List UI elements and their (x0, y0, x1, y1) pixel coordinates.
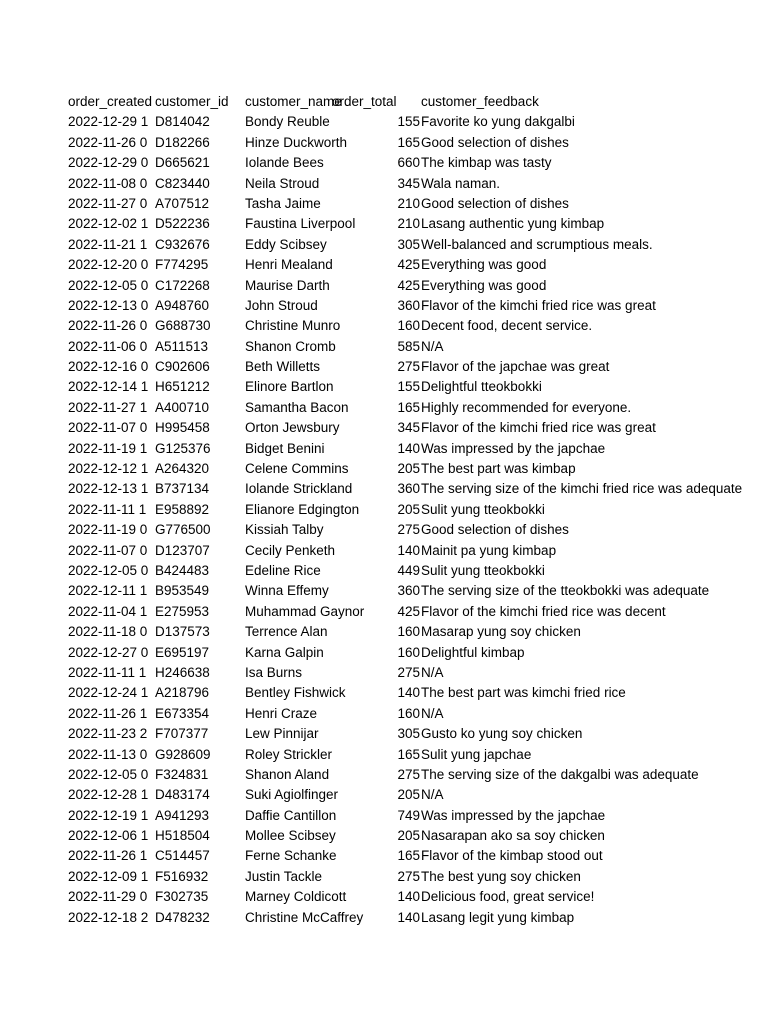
table-row (0, 541, 768, 561)
table-row (0, 296, 768, 316)
cell-customer-id[interactable]: F324831 (155, 766, 209, 782)
cell-customer-feedback[interactable]: Flavor of the kimchi fried rice was decent (421, 603, 666, 619)
table-row (0, 439, 768, 459)
table-row (0, 235, 768, 255)
cell-customer-feedback[interactable]: Delightful kimbap (421, 644, 525, 660)
cell-order-total[interactable]: 155 (397, 379, 420, 395)
cell-customer-name[interactable]: Elianore Edgington (245, 501, 360, 517)
spreadsheet (0, 92, 768, 928)
table-row (0, 459, 768, 479)
cell-order-total[interactable]: 140 (397, 909, 420, 925)
header-order-created[interactable]: order_created (68, 94, 153, 109)
table-row (0, 887, 768, 907)
cell-customer-feedback[interactable]: Good selection of dishes (421, 134, 569, 150)
cell-customer-name[interactable]: Kissiah Talby (245, 522, 324, 538)
cell-customer-id[interactable]: F302735 (155, 889, 209, 905)
cell-customer-id[interactable]: E673354 (155, 705, 210, 721)
cell-customer-feedback[interactable]: Flavor of the kimchi fried rice was great (421, 297, 656, 313)
cell-customer-id[interactable]: D522236 (155, 216, 210, 232)
cell-customer-id[interactable]: C172268 (155, 277, 210, 293)
cell-customer-name[interactable]: Isa Burns (245, 664, 303, 680)
cell-order-created[interactable]: 2022-12-28 1 (68, 787, 149, 803)
cell-customer-name[interactable]: Ferne Schanke (245, 848, 337, 864)
cell-customer-id[interactable]: D123707 (155, 542, 210, 558)
cell-customer-id[interactable]: A264320 (155, 461, 210, 477)
cell-customer-id[interactable]: C514457 (155, 848, 210, 864)
cell-order-total[interactable]: 205 (397, 461, 420, 477)
table-row (0, 214, 768, 234)
cell-order-total[interactable]: 585 (397, 338, 420, 354)
table-row (0, 398, 768, 418)
table-row (0, 867, 768, 887)
cell-customer-name[interactable]: Celene Commins (245, 461, 349, 477)
cell-order-created[interactable]: 2022-12-29 1 (68, 114, 149, 130)
table-row (0, 581, 768, 601)
cell-order-total[interactable]: 140 (397, 542, 420, 558)
table-row (0, 785, 768, 805)
cell-customer-id[interactable]: A941293 (155, 807, 210, 823)
cell-customer-name[interactable]: Maurise Darth (245, 277, 330, 293)
header-customer-id[interactable]: customer_id (155, 94, 229, 109)
cell-customer-name[interactable]: Marney Coldicott (245, 889, 347, 905)
cell-customer-id[interactable]: D814042 (155, 114, 210, 130)
cell-order-created[interactable]: 2022-11-06 0 (68, 338, 148, 354)
cell-customer-id[interactable]: A707512 (155, 195, 210, 211)
table-body (0, 112, 768, 928)
cell-customer-feedback[interactable]: The serving size of the kimchi fried rice was adequate (421, 481, 743, 497)
cell-order-total[interactable]: 210 (397, 216, 420, 232)
cell-customer-feedback[interactable]: Lasang legit yung kimbap (421, 909, 575, 925)
cell-customer-name[interactable]: Bondy Reuble (245, 114, 330, 130)
cell-order-total[interactable]: 275 (397, 868, 420, 884)
cell-customer-feedback[interactable]: Nasarapan ako sa soy chicken (421, 828, 605, 844)
cell-customer-id[interactable]: A511513 (155, 338, 209, 354)
table-row (0, 316, 768, 336)
cell-customer-name[interactable]: Edeline Rice (245, 562, 321, 578)
cell-customer-id[interactable]: D483174 (155, 787, 210, 803)
cell-order-created[interactable]: 2022-12-11 1 (68, 583, 148, 599)
cell-order-total[interactable]: 165 (397, 848, 420, 864)
cell-customer-feedback[interactable]: N/A (421, 787, 444, 803)
cell-order-created[interactable]: 2022-12-09 1 (68, 868, 149, 884)
cell-customer-feedback[interactable]: Sulit yung tteokbokki (421, 501, 545, 517)
cell-order-total[interactable]: 160 (397, 705, 420, 721)
cell-customer-id[interactable]: C823440 (155, 175, 210, 191)
cell-customer-feedback[interactable]: Flavor of the kimbap stood out (421, 848, 603, 864)
cell-customer-feedback[interactable]: The serving size of the tteokbokki was adequate (421, 583, 710, 599)
cell-customer-feedback[interactable]: Lasang authentic yung kimbap (421, 216, 605, 232)
cell-customer-id[interactable]: C932676 (155, 236, 210, 252)
cell-order-created[interactable]: 2022-11-07 0 (68, 420, 148, 436)
table-row (0, 602, 768, 622)
cell-order-total[interactable]: 425 (397, 603, 420, 619)
cell-order-total[interactable]: 160 (397, 318, 420, 334)
cell-customer-name[interactable]: Daffie Cantillon (245, 807, 337, 823)
cell-customer-feedback[interactable]: N/A (421, 338, 444, 354)
table-row (0, 561, 768, 581)
table-row (0, 337, 768, 357)
cell-order-created[interactable]: 2022-12-16 0 (68, 359, 149, 375)
cell-customer-id[interactable]: G125376 (155, 440, 211, 456)
cell-order-total[interactable]: 165 (397, 134, 420, 150)
cell-order-total[interactable]: 210 (397, 195, 420, 211)
cell-order-total[interactable]: 140 (397, 685, 420, 701)
cell-customer-feedback[interactable]: Everything was good (421, 277, 547, 293)
cell-customer-feedback[interactable]: N/A (421, 664, 444, 680)
cell-customer-feedback[interactable]: Flavor of the kimchi fried rice was great (421, 420, 656, 436)
cell-order-created[interactable]: 2022-11-26 1 (68, 705, 148, 721)
cell-customer-id[interactable]: D665621 (155, 155, 210, 171)
cell-customer-id[interactable]: A218796 (155, 685, 210, 701)
cell-customer-id[interactable]: G688730 (155, 318, 211, 334)
cell-order-created[interactable]: 2022-12-18 2 (68, 909, 149, 925)
cell-customer-feedback[interactable]: Masarap yung soy chicken (421, 624, 581, 640)
table-row (0, 724, 768, 744)
table-row (0, 112, 768, 132)
cell-customer-name[interactable]: Winna Effemy (245, 583, 329, 599)
cell-customer-feedback[interactable]: The best part was kimchi fried rice (421, 685, 626, 701)
cell-order-created[interactable]: 2022-12-12 1 (68, 461, 149, 477)
cell-customer-id[interactable]: G928609 (155, 746, 211, 762)
table-row (0, 704, 768, 724)
cell-order-total[interactable]: 140 (397, 440, 420, 456)
cell-customer-id[interactable]: H246638 (155, 664, 210, 680)
cell-customer-name[interactable]: Christine McCaffrey (245, 909, 364, 925)
cell-customer-feedback[interactable]: Good selection of dishes (421, 522, 569, 538)
cell-order-total[interactable]: 160 (397, 624, 420, 640)
cell-order-created[interactable]: 2022-11-26 0 (68, 134, 148, 150)
cell-order-created[interactable]: 2022-11-11 1 (68, 664, 147, 680)
cell-order-total[interactable]: 275 (397, 766, 420, 782)
cell-customer-feedback[interactable]: Sulit yung tteokbokki (421, 562, 545, 578)
cell-customer-id[interactable]: B953549 (155, 583, 210, 599)
cell-order-created[interactable]: 2022-11-21 1 (68, 236, 148, 252)
cell-order-total[interactable]: 140 (397, 889, 420, 905)
cell-order-total[interactable]: 165 (397, 399, 420, 415)
table-row (0, 357, 768, 377)
cell-order-total[interactable]: 155 (397, 114, 420, 130)
cell-order-created[interactable]: 2022-12-05 0 (68, 562, 149, 578)
cell-customer-name[interactable]: Faustina Liverpool (245, 216, 356, 232)
header-row (0, 92, 768, 112)
cell-customer-name[interactable]: Neila Stroud (245, 175, 320, 191)
cell-order-total[interactable]: 305 (397, 236, 420, 252)
cell-customer-name[interactable]: Elinore Bartlon (245, 379, 334, 395)
cell-customer-feedback[interactable]: Highly recommended for everyone. (421, 399, 632, 415)
table-row (0, 479, 768, 499)
cell-customer-feedback[interactable]: N/A (421, 705, 444, 721)
cell-order-total[interactable]: 449 (397, 562, 420, 578)
cell-customer-id[interactable]: F707377 (155, 726, 209, 742)
cell-customer-name[interactable]: Tasha Jaime (245, 195, 321, 211)
cell-order-created[interactable]: 2022-11-11 1 (68, 501, 147, 517)
cell-customer-name[interactable]: Henri Craze (245, 705, 318, 721)
cell-customer-name[interactable]: Bidget Benini (245, 440, 325, 456)
cell-customer-id[interactable]: E275953 (155, 603, 210, 619)
cell-order-created[interactable]: 2022-12-05 0 (68, 277, 149, 293)
cell-customer-feedback[interactable]: Decent food, decent service. (421, 318, 593, 334)
header-order-total[interactable]: order_total (332, 94, 397, 109)
cell-customer-feedback[interactable]: Was impressed by the japchae (421, 807, 606, 823)
cell-order-created[interactable]: 2022-11-19 0 (68, 522, 148, 538)
cell-customer-feedback[interactable]: Was impressed by the japchae (421, 440, 606, 456)
cell-order-created[interactable]: 2022-12-29 0 (68, 155, 149, 171)
cell-customer-name[interactable]: Eddy Scibsey (245, 236, 327, 252)
cell-customer-feedback[interactable]: Sulit yung japchae (421, 746, 532, 762)
cell-order-created[interactable]: 2022-11-18 0 (68, 624, 148, 640)
cell-order-total[interactable]: 205 (397, 828, 420, 844)
cell-order-total[interactable]: 360 (397, 583, 420, 599)
cell-order-total[interactable]: 160 (397, 644, 420, 660)
cell-customer-feedback[interactable]: The kimbap was tasty (421, 155, 552, 171)
cell-customer-id[interactable]: A400710 (155, 399, 210, 415)
cell-customer-feedback[interactable]: Wala naman. (421, 175, 501, 191)
cell-order-total[interactable]: 360 (397, 297, 420, 313)
cell-order-created[interactable]: 2022-11-26 0 (68, 318, 148, 334)
cell-order-total[interactable]: 345 (397, 175, 420, 191)
cell-customer-id[interactable]: H651212 (155, 379, 210, 395)
cell-order-created[interactable]: 2022-12-13 0 (68, 297, 149, 313)
cell-customer-id[interactable]: B424483 (155, 562, 210, 578)
cell-customer-name[interactable]: Muhammad Gaynor (245, 603, 365, 619)
cell-customer-id[interactable]: H518504 (155, 828, 210, 844)
cell-order-total[interactable]: 425 (397, 277, 420, 293)
cell-customer-feedback[interactable]: Flavor of the japchae was great (421, 359, 610, 375)
cell-customer-feedback[interactable]: Good selection of dishes (421, 195, 569, 211)
cell-order-total[interactable]: 275 (397, 359, 420, 375)
cell-order-created[interactable]: 2022-12-24 1 (68, 685, 149, 701)
cell-order-created[interactable]: 2022-11-13 0 (68, 746, 148, 762)
cell-customer-name[interactable]: Justin Tackle (245, 868, 323, 884)
cell-customer-name[interactable]: Terrence Alan (245, 624, 328, 640)
table-row (0, 418, 768, 438)
cell-order-total[interactable]: 749 (397, 807, 420, 823)
cell-customer-name[interactable]: Beth Willetts (245, 359, 321, 375)
cell-customer-name[interactable]: Iolande Strickland (245, 481, 353, 497)
cell-customer-feedback[interactable]: Favorite ko yung dakgalbi (421, 114, 575, 130)
cell-order-total[interactable]: 425 (397, 257, 420, 273)
cell-customer-name[interactable]: Henri Mealand (245, 257, 333, 273)
cell-order-created[interactable]: 2022-11-29 0 (68, 889, 148, 905)
cell-customer-name[interactable]: Cecily Penketh (245, 542, 336, 558)
table-row (0, 194, 768, 214)
cell-customer-id[interactable]: D182266 (155, 134, 210, 150)
cell-customer-name[interactable]: Iolande Bees (245, 155, 324, 171)
table-row (0, 276, 768, 296)
cell-customer-feedback[interactable]: Delightful tteokbokki (421, 379, 542, 395)
table-row (0, 622, 768, 642)
table-row (0, 255, 768, 275)
cell-customer-name[interactable]: Hinze Duckworth (245, 134, 348, 150)
cell-order-created[interactable]: 2022-12-05 0 (68, 766, 149, 782)
cell-order-total[interactable]: 165 (397, 746, 420, 762)
table-row (0, 133, 768, 153)
cell-customer-id[interactable]: H995458 (155, 420, 210, 436)
cell-order-created[interactable]: 2022-11-27 0 (68, 195, 148, 211)
cell-customer-name[interactable]: Orton Jewsbury (245, 420, 340, 436)
cell-order-total[interactable]: 345 (397, 420, 420, 436)
cell-order-created[interactable]: 2022-12-14 1 (68, 379, 149, 395)
cell-customer-name[interactable]: Suki Agiolfinger (245, 787, 339, 803)
cell-customer-name[interactable]: Shanon Cromb (245, 338, 336, 354)
cell-customer-feedback[interactable]: Delicious food, great service! (421, 889, 595, 905)
table-row (0, 520, 768, 540)
table-row (0, 377, 768, 397)
cell-order-created[interactable]: 2022-11-08 0 (68, 175, 148, 191)
cell-order-total[interactable]: 360 (397, 481, 420, 497)
table-row (0, 745, 768, 765)
cell-customer-feedback[interactable]: Gusto ko yung soy chicken (421, 726, 583, 742)
cell-customer-feedback[interactable]: Everything was good (421, 257, 547, 273)
header-customer-feedback[interactable]: customer_feedback (421, 94, 539, 109)
cell-customer-name[interactable]: Karna Galpin (245, 644, 324, 660)
cell-order-total[interactable]: 660 (397, 155, 420, 171)
cell-customer-id[interactable]: G776500 (155, 522, 211, 538)
cell-customer-id[interactable]: D137573 (155, 624, 210, 640)
cell-order-created[interactable]: 2022-11-04 1 (68, 603, 148, 619)
table-row (0, 826, 768, 846)
table-row (0, 153, 768, 173)
cell-customer-name[interactable]: Mollee Scibsey (245, 828, 336, 844)
cell-order-created[interactable]: 2022-12-20 0 (68, 257, 149, 273)
table-row (0, 765, 768, 785)
cell-customer-id[interactable]: E958892 (155, 501, 210, 517)
cell-order-created[interactable]: 2022-11-19 1 (68, 440, 148, 456)
table-row (0, 846, 768, 866)
cell-order-total[interactable]: 205 (397, 501, 420, 517)
table-row (0, 174, 768, 194)
cell-customer-id[interactable]: F774295 (155, 257, 209, 273)
table-row (0, 908, 768, 928)
cell-customer-feedback[interactable]: The best yung soy chicken (421, 868, 581, 884)
cell-order-created[interactable]: 2022-11-27 1 (68, 399, 148, 415)
cell-customer-id[interactable]: B737134 (155, 481, 210, 497)
cell-order-total[interactable]: 305 (397, 726, 420, 742)
cell-customer-name[interactable]: Bentley Fishwick (245, 685, 346, 701)
cell-customer-name[interactable]: Christine Munro (245, 318, 341, 334)
table-row (0, 643, 768, 663)
cell-customer-id[interactable]: F516932 (155, 868, 209, 884)
cell-order-created[interactable]: 2022-11-07 0 (68, 542, 148, 558)
cell-order-created[interactable]: 2022-11-26 1 (68, 848, 148, 864)
cell-customer-feedback[interactable]: Mainit pa yung kimbap (421, 542, 557, 558)
cell-order-created[interactable]: 2022-12-02 1 (68, 216, 149, 232)
cell-customer-name[interactable]: Shanon Aland (245, 766, 330, 782)
cell-customer-id[interactable]: C902606 (155, 359, 210, 375)
cell-order-total[interactable]: 275 (397, 664, 420, 680)
cell-customer-name[interactable]: Samantha Bacon (245, 399, 349, 415)
cell-customer-id[interactable]: E695197 (155, 644, 210, 660)
cell-order-created[interactable]: 2022-12-27 0 (68, 644, 149, 660)
cell-customer-name[interactable]: Lew Pinnijar (245, 726, 319, 742)
table-row (0, 663, 768, 683)
table-row (0, 500, 768, 520)
cell-order-created[interactable]: 2022-12-13 1 (68, 481, 149, 497)
cell-order-total[interactable]: 275 (397, 522, 420, 538)
table-row (0, 683, 768, 703)
cell-customer-id[interactable]: A948760 (155, 297, 210, 313)
cell-order-created[interactable]: 2022-11-23 2 (68, 726, 148, 742)
cell-customer-feedback[interactable]: The serving size of the dakgalbi was adequate (421, 766, 699, 782)
cell-order-created[interactable]: 2022-12-19 1 (68, 807, 149, 823)
cell-customer-name[interactable]: Roley Strickler (245, 746, 333, 762)
cell-customer-id[interactable]: D478232 (155, 909, 210, 925)
table-row (0, 806, 768, 826)
header-customer-name[interactable]: customer_name (245, 94, 342, 109)
cell-customer-name[interactable]: John Stroud (245, 297, 318, 313)
cell-order-created[interactable]: 2022-12-06 1 (68, 828, 149, 844)
cell-order-total[interactable]: 205 (397, 787, 420, 803)
cell-customer-feedback[interactable]: Well-balanced and scrumptious meals. (421, 236, 653, 252)
cell-customer-feedback[interactable]: The best part was kimbap (421, 461, 576, 477)
